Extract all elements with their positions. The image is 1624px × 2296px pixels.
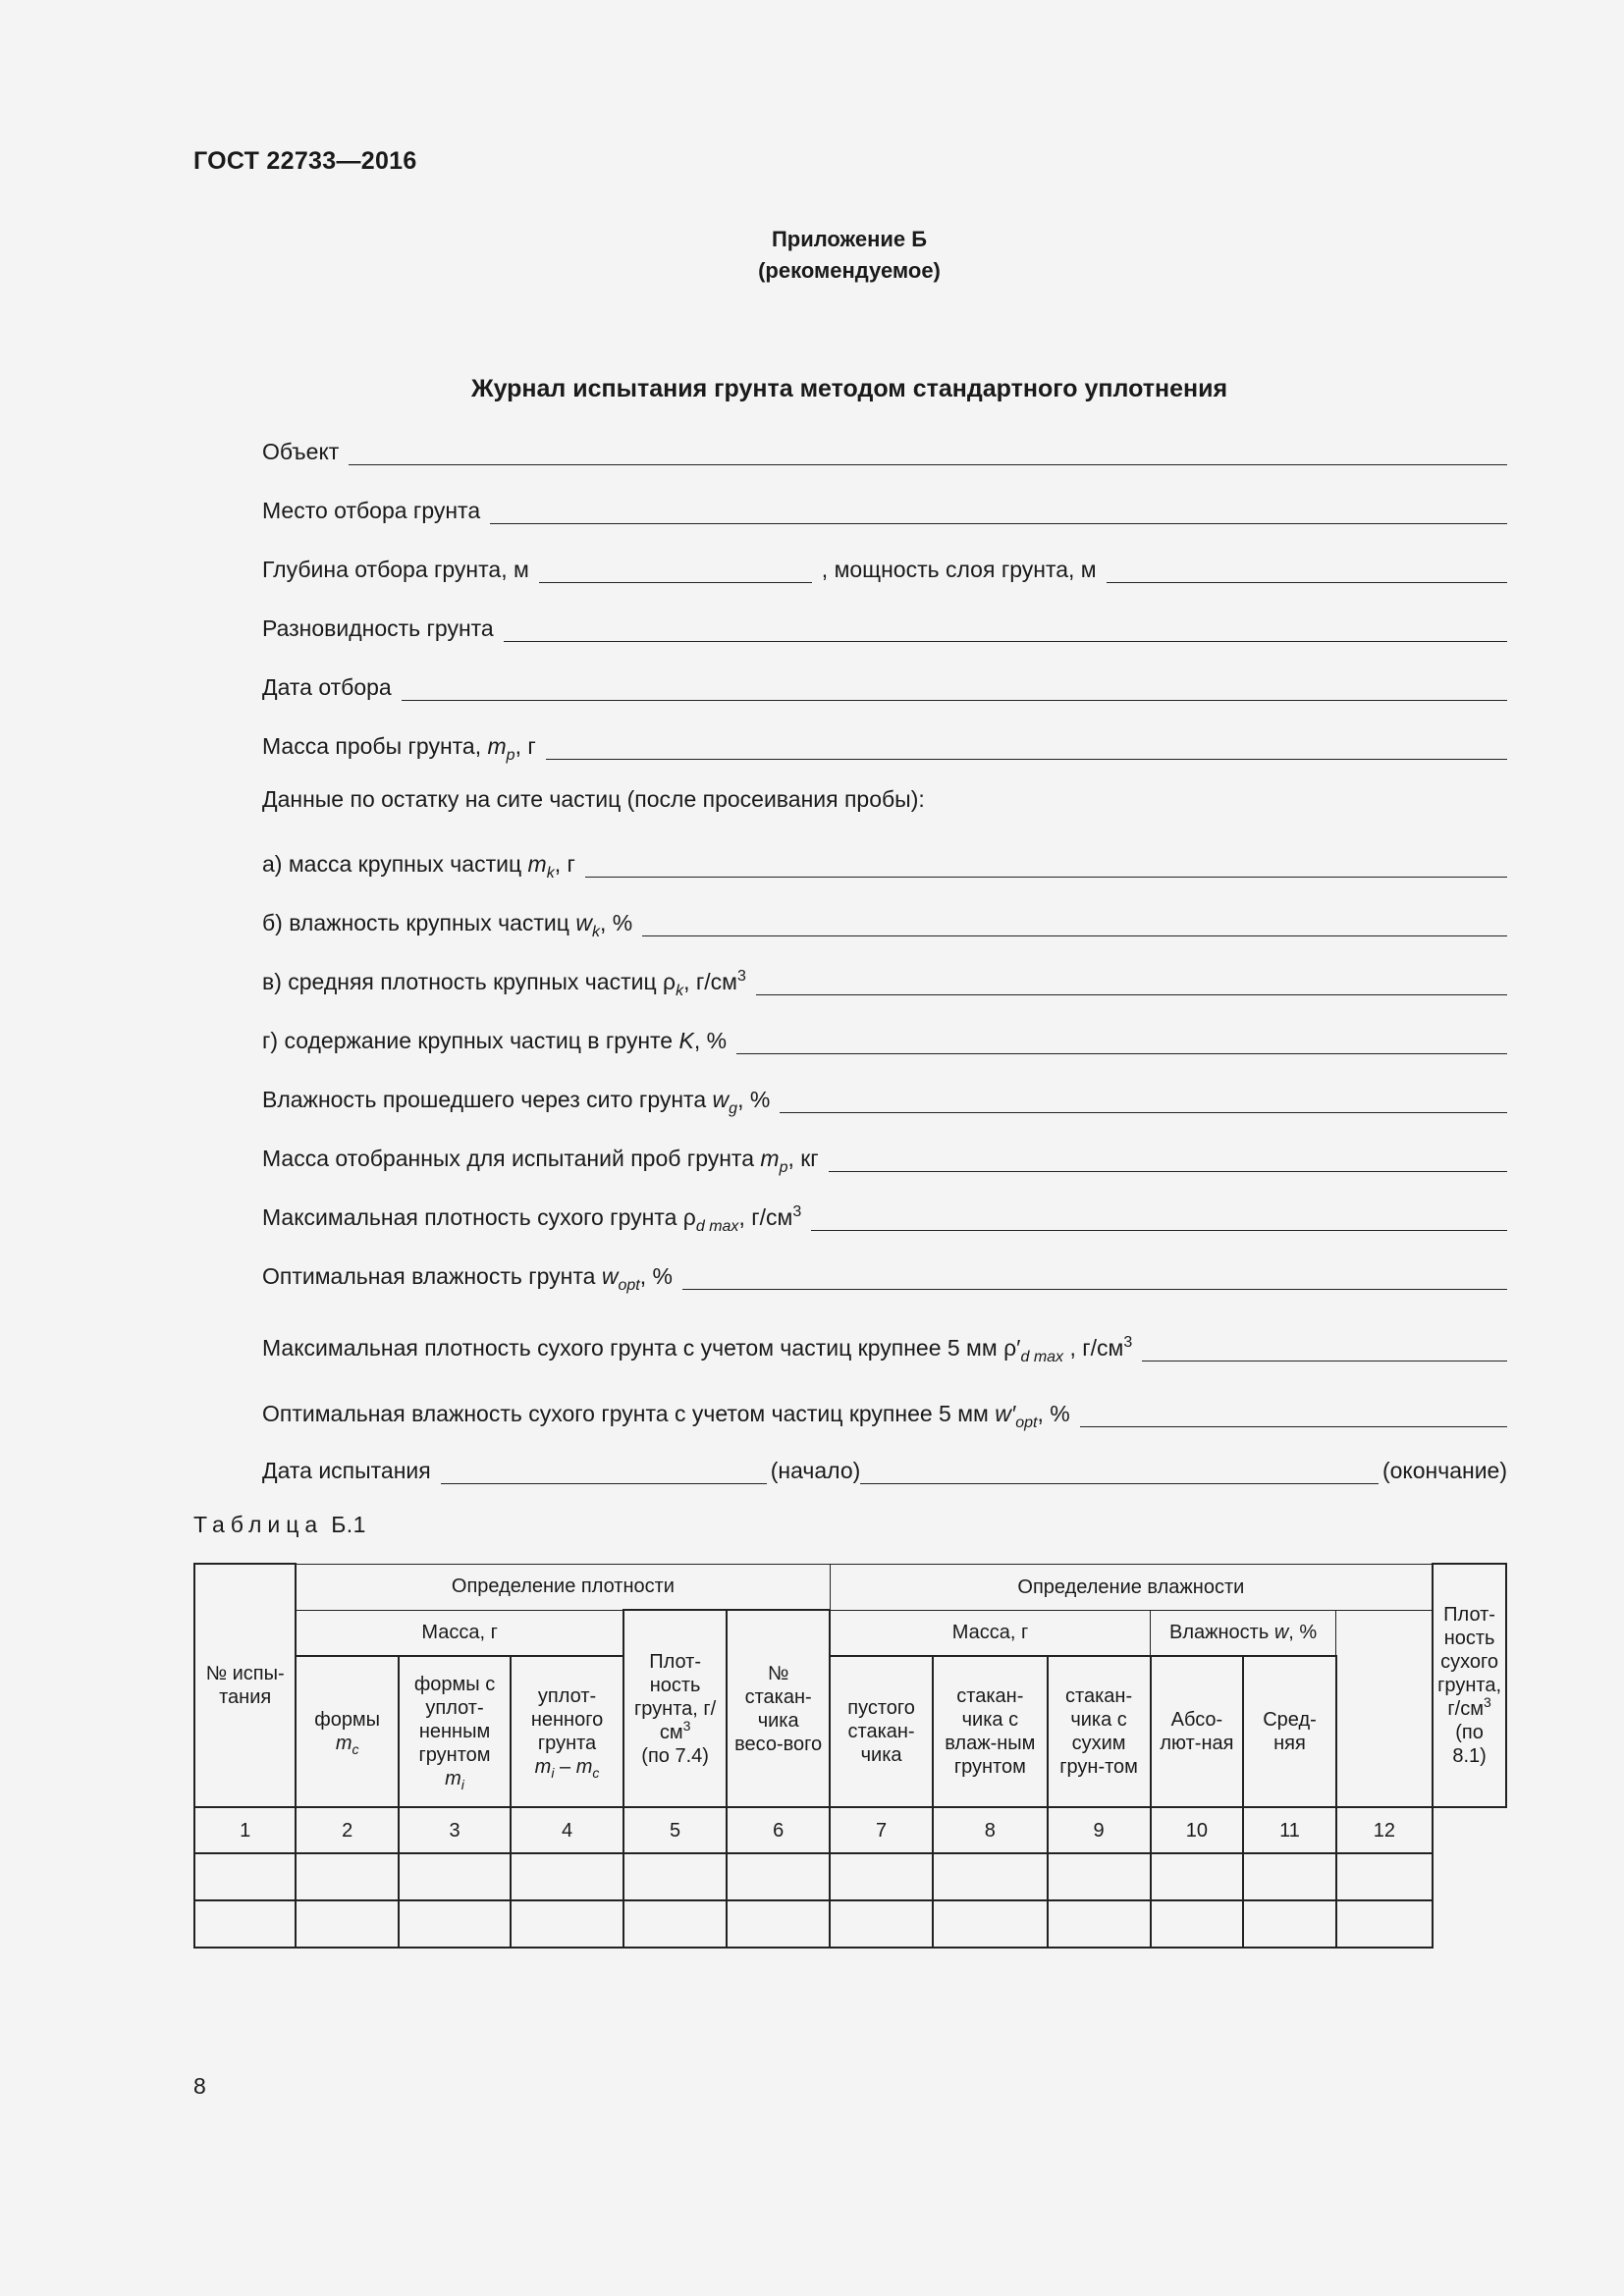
col-num: 8 xyxy=(933,1807,1048,1853)
residue-header-text: Данные по остатку на сите частиц (после просеивания пробы): xyxy=(262,786,925,812)
header-mold-with-soil: формы с уплот-ненным грунтом $m_i$ xyxy=(399,1656,511,1807)
col-num: 5 xyxy=(623,1807,727,1853)
header-density-group: Определение плотности xyxy=(296,1564,830,1610)
table-cell[interactable] xyxy=(727,1853,830,1900)
field-max-density-5mm-line[interactable] xyxy=(1142,1337,1507,1362)
table-cell[interactable] xyxy=(1151,1900,1244,1948)
header-bulk-density: Плот-ность грунта, $г/см^3$ (по 7.4) xyxy=(623,1610,727,1807)
document-id: ГОСТ 22733—2016 xyxy=(193,147,417,175)
header-average: Сред-няя xyxy=(1243,1656,1335,1807)
journal-title: Журнал испытания грунта методом стандартного уплотнения xyxy=(470,375,1228,402)
field-sieved-moisture xyxy=(262,1080,1507,1117)
field-sampling-date-label: Дата отбора xyxy=(262,674,392,700)
table-cell[interactable] xyxy=(194,1900,296,1948)
header-mass: Масса, г xyxy=(296,1610,623,1656)
col-num: 6 xyxy=(727,1807,830,1853)
field-opt-moisture-5mm-label: Оптимальная влажность сухого грунта с учетом частиц крупнее 5 мм $w'_{opt}$, % xyxy=(262,1401,1070,1431)
field-object xyxy=(262,432,1507,465)
col-num: 11 xyxy=(1243,1807,1335,1853)
field-soil-variety-line[interactable] xyxy=(504,617,1507,642)
header-moisture-pct: Влажность w, % xyxy=(1151,1610,1336,1656)
field-coarse-moisture-line[interactable] xyxy=(642,912,1507,936)
col-num: 1 xyxy=(194,1807,296,1853)
appendix-title: Приложение Б xyxy=(771,227,928,251)
col-num: 7 xyxy=(830,1807,933,1853)
field-layer-thickness-label: , мощность слоя грунта, м xyxy=(821,557,1097,582)
header-cup-number: № стакан-чика весо-вого xyxy=(727,1610,830,1807)
field-coarse-content xyxy=(262,1021,1507,1054)
table-cell[interactable] xyxy=(830,1900,933,1948)
field-sample-mass-label: Масса пробы грунта, $m_р$, г xyxy=(262,733,536,764)
col-num: 4 xyxy=(511,1807,623,1853)
field-test-date-start-line[interactable] xyxy=(441,1460,767,1484)
page-number: 8 xyxy=(193,2073,206,2099)
field-sieved-moisture-label: Влажность прошедшего через сито грунта $w_g$, % xyxy=(262,1087,771,1117)
field-max-density-5mm-label: Максимальная плотность сухого грунта с учетом частиц крупнее 5 мм $\rho'_{d max}$ , $г/см^3$ xyxy=(262,1334,1133,1365)
appendix-heading xyxy=(0,224,1624,287)
table-cell[interactable] xyxy=(1151,1853,1244,1900)
table-cell[interactable] xyxy=(623,1900,727,1948)
field-test-mass-line[interactable] xyxy=(829,1148,1507,1172)
field-sample-mass-line[interactable] xyxy=(546,735,1507,760)
col-num: 12 xyxy=(1336,1807,1433,1853)
header-dry-density: Плот-ность сухого грунта, $г/см^3$ (по 8.1) xyxy=(1433,1564,1506,1807)
table-cell[interactable] xyxy=(399,1853,511,1900)
table-row xyxy=(194,1853,1506,1900)
field-sampling-place xyxy=(262,491,1507,524)
table-cell[interactable] xyxy=(296,1900,399,1948)
table-cell[interactable] xyxy=(194,1853,296,1900)
field-opt-moisture-line[interactable] xyxy=(682,1265,1507,1290)
header-cup-dry-soil: стакан-чика с сухим грун-том xyxy=(1048,1656,1151,1807)
col-num: 2 xyxy=(296,1807,399,1853)
field-sampling-depth-line[interactable] xyxy=(539,559,812,583)
field-coarse-moisture xyxy=(262,903,1507,940)
field-test-date-end-label: (окончание) xyxy=(1381,1458,1507,1483)
table-cell[interactable] xyxy=(933,1853,1048,1900)
col-num: 10 xyxy=(1151,1807,1244,1853)
field-max-density xyxy=(262,1198,1507,1235)
field-sampling-depth xyxy=(262,550,1507,583)
field-soil-variety xyxy=(262,609,1507,642)
table-cell[interactable] xyxy=(296,1853,399,1900)
appendix-status: (рекомендуемое) xyxy=(758,258,941,283)
table-cell[interactable] xyxy=(1048,1900,1151,1948)
field-test-date-start-label: (начало) xyxy=(770,1458,861,1483)
field-soil-variety-label: Разновидность грунта xyxy=(262,615,494,641)
field-coarse-mass-line[interactable] xyxy=(585,853,1507,878)
field-test-mass-label: Масса отобранных для испытаний проб грунта $m_р$, кг xyxy=(262,1146,819,1176)
header-mass-2: Масса, г xyxy=(830,1610,1150,1656)
table-cell[interactable] xyxy=(830,1853,933,1900)
table-cell[interactable] xyxy=(727,1900,830,1948)
header-absolute: Абсо-лют-ная xyxy=(1151,1656,1244,1807)
table-caption xyxy=(193,1512,366,1538)
field-coarse-density-label: в) средняя плотность крупных частиц $\rho_k$, $г/см^3$ xyxy=(262,968,746,999)
field-max-density-label: Максимальная плотность сухого грунта $\rho_{d max}$, $г/см^3$ xyxy=(262,1203,802,1235)
table-cell[interactable] xyxy=(399,1900,511,1948)
field-coarse-mass-label: а) масса крупных частиц $m_k$, г xyxy=(262,851,575,881)
table-caption-number: Б.1 xyxy=(331,1512,366,1537)
field-opt-moisture-label: Оптимальная влажность грунта $w_{opt}$, % xyxy=(262,1263,673,1294)
field-sampling-date xyxy=(262,667,1507,701)
field-opt-moisture-5mm xyxy=(262,1394,1507,1431)
table-cell[interactable] xyxy=(1336,1853,1433,1900)
header-compacted-soil: уплот-ненного грунта $m_i - m_c$ xyxy=(511,1656,623,1807)
field-coarse-content-line[interactable] xyxy=(736,1030,1507,1054)
header-test-number: № испы-тания xyxy=(194,1564,296,1807)
table-cell[interactable] xyxy=(1243,1853,1335,1900)
header-cup-wet-soil: стакан-чика с влаж-ным грунтом xyxy=(933,1656,1048,1807)
field-sampling-place-label: Место отбора грунта xyxy=(262,498,481,523)
field-sampling-place-line[interactable] xyxy=(490,500,1507,524)
table-cell[interactable] xyxy=(511,1900,623,1948)
field-layer-thickness-line[interactable] xyxy=(1107,559,1507,583)
table-cell[interactable] xyxy=(1243,1900,1335,1948)
field-sample-mass xyxy=(262,726,1507,764)
field-coarse-density-line[interactable] xyxy=(756,971,1507,995)
table-cell[interactable] xyxy=(511,1853,623,1900)
table-cell[interactable] xyxy=(1336,1900,1433,1948)
residue-header xyxy=(262,785,1507,819)
field-opt-moisture xyxy=(262,1256,1507,1294)
field-test-date-label: Дата испытания xyxy=(262,1458,431,1483)
col-num: 9 xyxy=(1048,1807,1151,1853)
field-sieved-moisture-line[interactable] xyxy=(780,1089,1507,1113)
field-max-density-line[interactable] xyxy=(811,1206,1507,1231)
field-coarse-content-label: г) содержание крупных частиц в грунте K, % xyxy=(262,1028,728,1053)
field-opt-moisture-5mm-line[interactable] xyxy=(1080,1403,1507,1427)
field-object-label: Объект xyxy=(262,439,340,464)
column-number-row xyxy=(194,1807,1506,1853)
field-sampling-date-line[interactable] xyxy=(402,676,1507,701)
field-max-density-5mm xyxy=(262,1328,1507,1365)
field-object-line[interactable] xyxy=(349,441,1507,465)
field-test-mass xyxy=(262,1139,1507,1176)
field-coarse-density xyxy=(262,962,1507,999)
field-sampling-depth-label: Глубина отбора грунта, м xyxy=(262,557,529,582)
data-table xyxy=(193,1563,1507,1949)
header-moisture-group: Определение влажности xyxy=(830,1564,1433,1610)
table-row xyxy=(194,1900,1506,1948)
table-cell[interactable] xyxy=(933,1900,1048,1948)
header-empty-cup: пустого стакан-чика xyxy=(830,1656,933,1807)
col-num: 3 xyxy=(399,1807,511,1853)
field-test-date-end-line[interactable] xyxy=(860,1460,1379,1484)
table-cell[interactable] xyxy=(1048,1853,1151,1900)
table-cell[interactable] xyxy=(623,1853,727,1900)
table-caption-word: Таблица xyxy=(193,1512,324,1537)
field-test-date xyxy=(262,1451,1507,1484)
field-coarse-moisture-label: б) влажность крупных частиц $w_k$, % xyxy=(262,910,633,940)
field-coarse-mass xyxy=(262,844,1507,881)
header-mold-mass: формы $m_c$ xyxy=(296,1656,399,1807)
